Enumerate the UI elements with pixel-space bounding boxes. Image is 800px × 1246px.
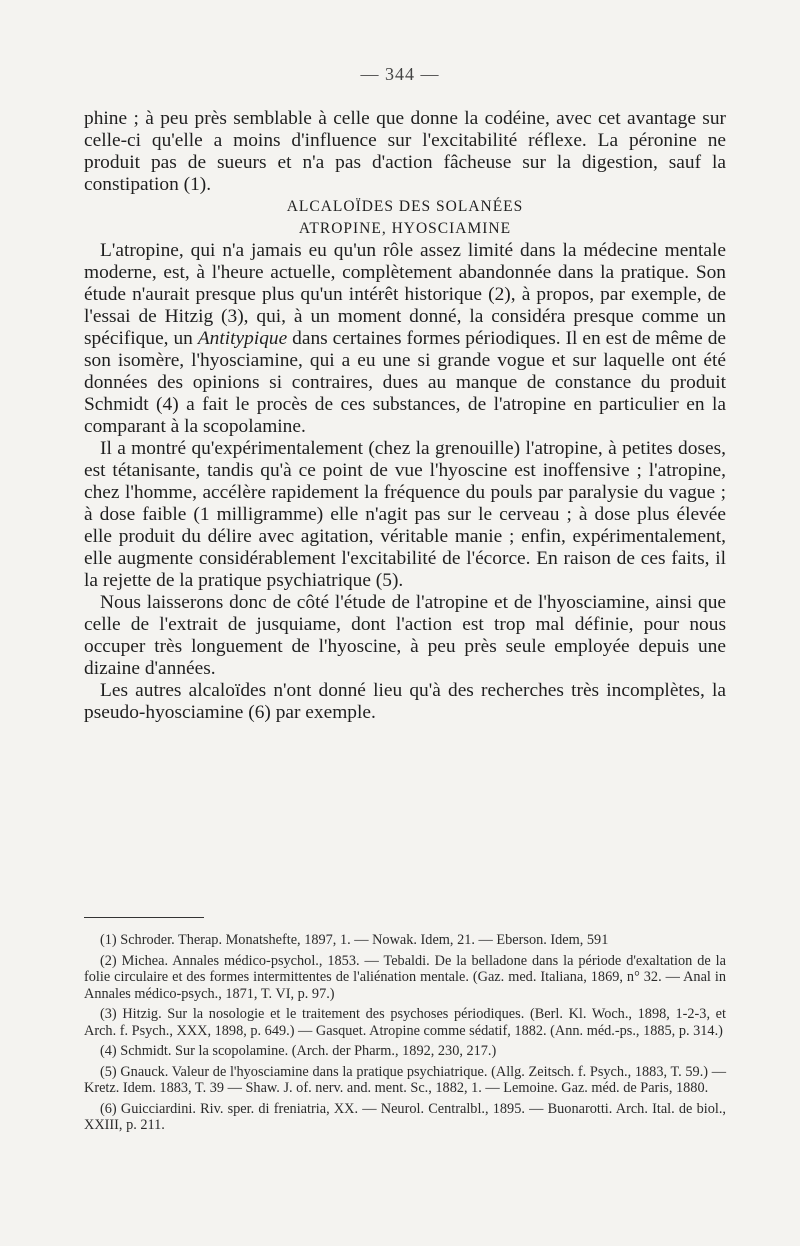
body-text: [84, 108, 726, 724]
subsection-heading: ATROPINE, HYOSCIAMINE: [298, 220, 512, 237]
footnote-4: (4) Schmidt. Sur la scopolamine. (Arch. der Pharm., 1892, 230, 217.): [100, 1043, 497, 1059]
footnote-1: (1) Schroder. Therap. Monatshefte, 1897, 1. — Nowak. Idem, 21. — Eberson. Idem, 591: [100, 932, 609, 948]
paragraph-leave-aside: Nous laisserons donc de côté l'étude de l'atropine et de l'hyosciamine, ainsi que celle de l'extrait de jusquiame, dont l'action est trop mal définie, pour nous occuper très longuement de l'hyoscine, à peu près seule employée depuis une dizaine d'années.: [84, 592, 726, 679]
footnote-2: (2) Michea. Annales médico-psychol., 1853. — Tebaldi. De la belladone dans la période d'exaltation de la folie circulaire et des formes intermittentes de l'aliénation mentale. (Gaz. med. Italiana, 1869, n° 32. — Anal in Annales médico-psych., 1871, T. VI, p. 97.): [84, 952, 726, 1002]
footnote-rule: [84, 917, 204, 918]
footnote-3: (3) Hitzig. Sur la nosologie et le traitement des psychoses périodiques. (Berl. Kl. Woch., 1898, 1-2-3, et Arch. f. Psych., XXX, 1898, p. 649.) — Gasquet. Atropine comme sédatif, 1882. (Ann. méd.-ps., 1885, p. 314.): [84, 1006, 726, 1039]
paragraph-experiment: Il a montré qu'expérimentalement (chez la grenouille) l'atropine, à petites doses, est tétanisante, tandis qu'à ce point de vue l'hyoscine est inoffensive ; l'atropine, chez l'homme, accélère rapidement la fréquence du pouls par paralysie du vague ; à dose faible (1 milligramme) elle n'agit pas sur le cerveau ; à dose plus élevée elle produit du délire avec agitation, véritable manie ; enfin, expérimentalement, elle augmente considérablement l'excitabilité de l'écorce. En raison de ces faits, il la rejette de la pratique psychiatrique (5).: [84, 438, 726, 591]
paragraph-continuation: phine ; à peu près semblable à celle que donne la codéine, avec cet avantage sur celle-ci qu'elle a moins d'influence sur l'excitabilité réflexe. La péronine ne produit pas de sueurs et n'a pas d'action fâcheuse sur la digestion, sauf la constipation (1).: [84, 108, 726, 195]
paragraph-atropine: [84, 240, 726, 438]
section-heading: ALCALOÏDES DES SOLANÉES: [286, 198, 524, 215]
footnotes: [84, 932, 726, 1138]
footnote-5: (5) Gnauck. Valeur de l'hyosciamine dans la pratique psychiatrique. (Allg. Zeitsch. f. Psych., 1883, T. 59.) — Kretz. Idem. 1883, T. 39 — Shaw. J. of. nerv. and. ment. Sc., 1882, 1. — Lemoine. Gaz. méd. de Paris, 1880.: [84, 1063, 726, 1096]
paragraph-atropine-text-1: L'atropine, qui n'a jamais eu qu'un rôle assez limité dans la médecine mentale moderne, est, à l'heure actuelle, complètement abandonnée dans la pratique. Son étude n'aurait presque plus qu'un intérêt historique (2), à propos, par exemple, de l'essai de Hitzig (3), qui, à un moment donné, la considéra presque comme un spécifique, un: [84, 240, 726, 349]
footnote-6: (6) Guicciardini. Riv. sper. di freniatria, XX. — Neurol. Centralbl., 1895. — Buonarotti. Arch. Ital. de biol., XXIII, p. 211.: [84, 1100, 726, 1133]
paragraph-atropine-text-2: dans certaines formes périodiques. Il en est de même de son isomère, l'hyosciamine, qui a eu une si grande vogue et sur laquelle ont été données des opinions si contraires, dues au manque de constance du produit Schmidt (4) a fait le procès de ces substances, de l'atropine en particulier en la comparant à la scopolamine.: [84, 328, 726, 437]
page-number: — 344 —: [360, 64, 440, 84]
paragraph-other-alkaloids: Les autres alcaloïdes n'ont donné lieu qu'à des recherches très incomplètes, la pseudo-hyosciamine (6) par exemple.: [84, 680, 726, 723]
paragraph-atropine-italic: Antitypique: [197, 328, 288, 349]
